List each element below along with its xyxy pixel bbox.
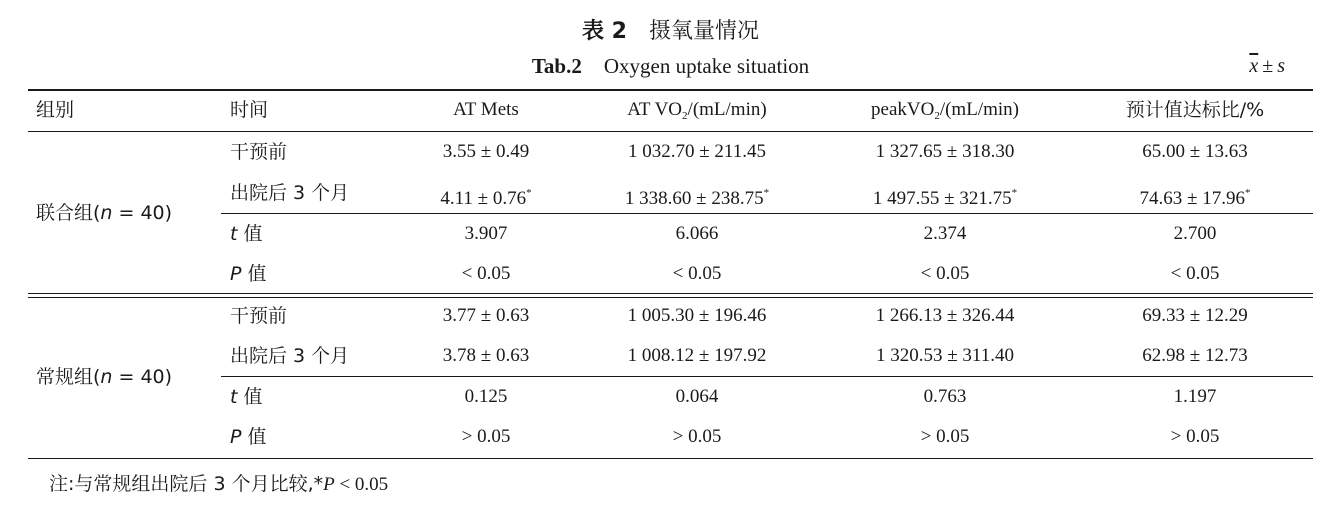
- t-value-cell: 3.907: [464, 223, 508, 244]
- significance-marker: *: [526, 187, 532, 199]
- time-label: 干预前: [230, 305, 288, 327]
- table-number-chinese: 表 2: [582, 19, 627, 44]
- t-value-cell: 1.197: [1173, 386, 1217, 407]
- value-cell: 62.98 ± 12.73: [1142, 345, 1248, 366]
- value-cell: 1 497.55 ± 321.75*: [872, 187, 1018, 209]
- group-divider-rule-1: [28, 293, 1313, 294]
- group-label-conventional: 常规组(n = 40): [36, 366, 173, 388]
- t-value-cell: 0.125: [464, 386, 508, 407]
- value-cell: 3.78 ± 0.63: [442, 345, 530, 366]
- header-group: 组别: [36, 99, 75, 121]
- value-cell: 1 008.12 ± 197.92: [627, 345, 767, 366]
- header-at-vo2: AT $VO_2/(mL/\min)$: [627, 99, 767, 122]
- p-value-cell: > 0.05: [672, 426, 722, 447]
- p-value-label: P 值: [230, 426, 267, 448]
- header-peak-vo2: peakVO$_2$/(mL/min): [871, 99, 1019, 122]
- time-label: 干预前: [230, 141, 288, 163]
- p-value-cell: < 0.05: [672, 263, 722, 284]
- header-at-mets: AT Mets: [453, 99, 519, 120]
- table-caption-english: Oxygen uptake situation: [603, 54, 810, 78]
- group2-stats-rule: [221, 376, 1313, 377]
- bottom-rule: [28, 458, 1313, 459]
- value-cell: 1 005.30 ± 196.46: [627, 305, 767, 326]
- header-rule: [28, 131, 1313, 132]
- p-value-cell: > 0.05: [461, 426, 511, 447]
- p-value-cell: < 0.05: [1170, 263, 1220, 284]
- mean-symbol: $\overline{x}$: [1249, 55, 1259, 77]
- group-divider-rule-2: [28, 297, 1313, 298]
- significance-marker: *: [1244, 187, 1251, 199]
- value-cell: 1 320.53 ± 311.40: [876, 345, 1014, 366]
- table-footnote: 注:与常规组出院后 3 个月比较,*P < 0.05: [49, 473, 389, 495]
- top-rule: [28, 89, 1313, 91]
- t-value-label: t 值: [230, 223, 263, 245]
- group1-stats-rule: [221, 213, 1313, 214]
- t-value-cell: 0.763: [923, 386, 967, 407]
- value-cell: 65.00 ± 13.63: [1142, 141, 1248, 162]
- group-label-combined: 联合组(n = 40): [36, 202, 173, 224]
- value-cell: 4.11 ± 0.76*: [440, 187, 532, 209]
- value-cell: 1 338.60 ± 238.75*: [624, 187, 770, 209]
- value-cell: 3.55 ± 0.49: [442, 141, 530, 162]
- value-cell: 74.63 ± 17.96*: [1139, 187, 1251, 209]
- p-value-cell: < 0.05: [461, 263, 511, 284]
- t-value-cell: 2.700: [1173, 223, 1217, 244]
- t-value-cell: 0.064: [675, 386, 719, 407]
- p-value-label: P 值: [230, 263, 267, 285]
- sd-symbol: s: [1277, 55, 1285, 77]
- table-caption-chinese: 摄氧量情况: [648, 19, 759, 44]
- table-title-english: [0, 54, 1341, 79]
- t-value-label: t 值: [230, 386, 263, 408]
- table-number-english: Tab.2: [531, 54, 582, 78]
- table-title-chinese: [0, 14, 1341, 45]
- t-value-cell: 2.374: [923, 223, 967, 244]
- significance-marker: *: [763, 187, 770, 199]
- significance-marker: *: [1011, 187, 1018, 199]
- p-value-cell: > 0.05: [1170, 426, 1220, 447]
- p-value-cell: > 0.05: [920, 426, 970, 447]
- value-cell: 1 266.13 ± 326.44: [875, 305, 1015, 326]
- time-label: 出院后 3 个月: [230, 182, 350, 204]
- time-label: 出院后 3 个月: [230, 345, 350, 367]
- value-cell: 1 327.65 ± 318.30: [875, 141, 1015, 162]
- header-time: 时间: [230, 99, 269, 121]
- p-value-cell: < 0.05: [920, 263, 970, 284]
- value-cell: 3.77 ± 0.63: [442, 305, 530, 326]
- value-cell: 69.33 ± 12.29: [1142, 305, 1248, 326]
- header-ratio: 预计值达标比/%: [1125, 99, 1265, 121]
- statistic-notation: [1249, 55, 1285, 78]
- plus-minus-symbol: ±: [1262, 55, 1274, 77]
- value-cell: 1 032.70 ± 211.45: [628, 141, 766, 162]
- t-value-cell: 6.066: [675, 223, 719, 244]
